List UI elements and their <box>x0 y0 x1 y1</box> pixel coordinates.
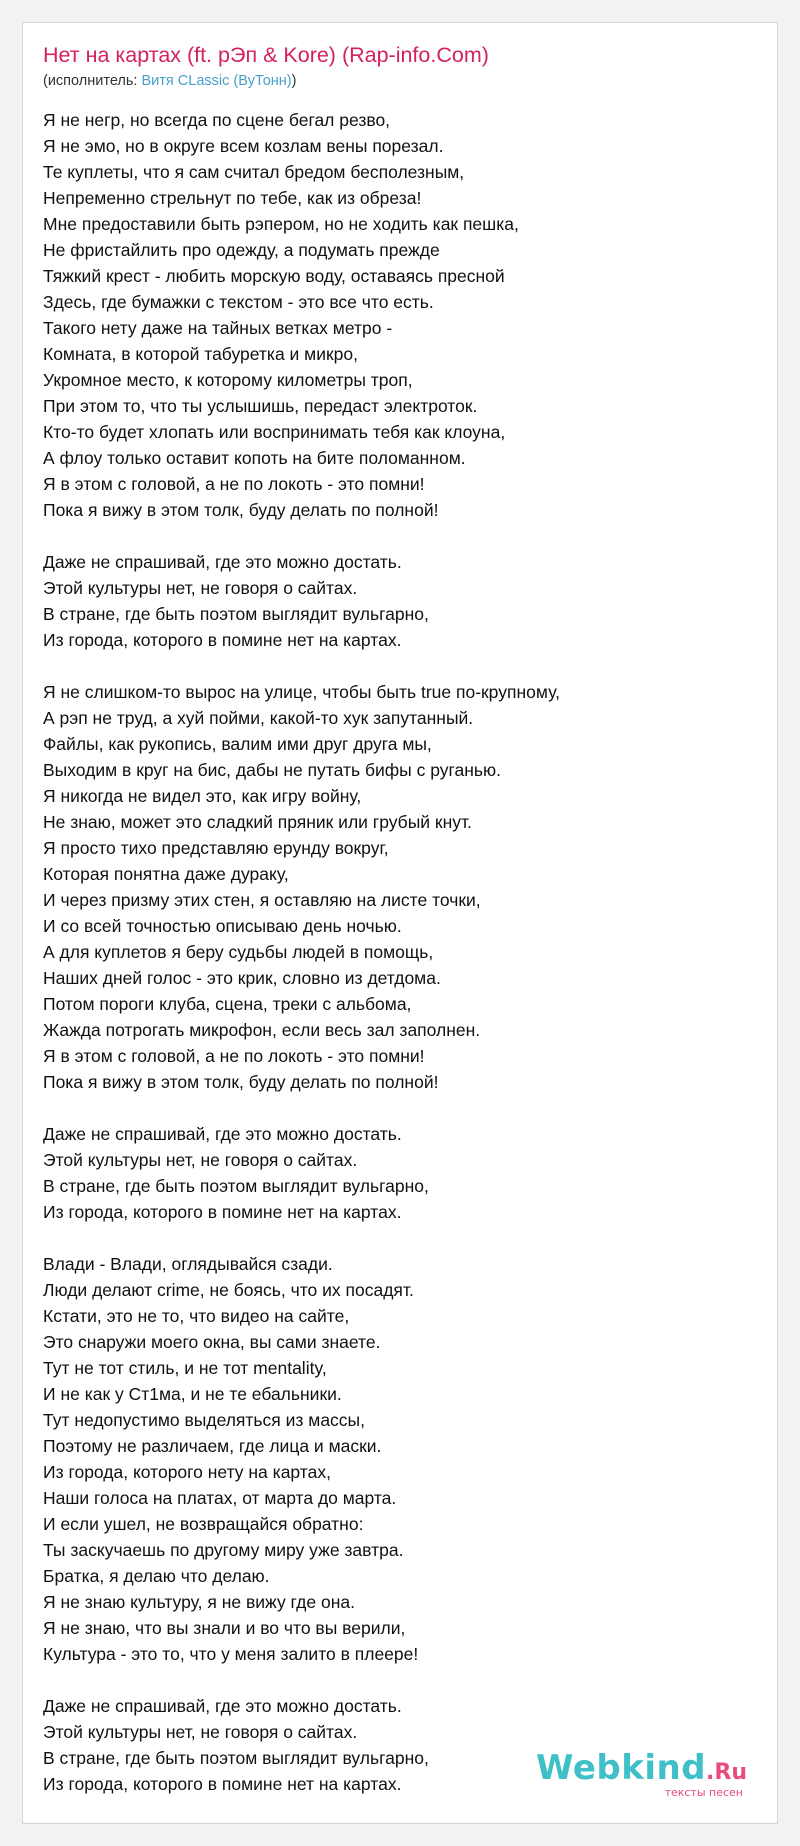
lyrics-line: Ты заскучаешь по другому миру уже завтра. <box>43 1540 404 1560</box>
lyrics-line: Файлы, как рукопись, валим ими друг друга мы, <box>43 734 432 754</box>
lyrics-line: Непременно стрельнут по тебе, как из обреза! <box>43 188 422 208</box>
lyrics-line: Из города, которого нету на картах, <box>43 1462 331 1482</box>
lyrics-line: Здесь, где бумажки с текстом - это все что есть. <box>43 292 434 312</box>
lyrics-line: Наши голоса на платах, от марта до марта. <box>43 1488 397 1508</box>
lyrics-line: При этом то, что ты услышишь, передаст электроток. <box>43 396 478 416</box>
lyrics-line: Даже не спрашивай, где это можно достать. <box>43 552 402 572</box>
lyrics-line: В стране, где быть поэтом выглядит вульгарно, <box>43 604 429 624</box>
lyrics-line: А рэп не труд, а хуй пойми, какой-то хук запутанный. <box>43 708 474 728</box>
webkind-logo[interactable] <box>536 1748 747 1799</box>
lyrics-line: Этой культуры нет, не говоря о сайтах. <box>43 1150 358 1170</box>
lyrics-stanza <box>43 679 763 1095</box>
lyrics-stanza <box>43 107 763 523</box>
lyrics-line: Даже не спрашивай, где это можно достать. <box>43 1124 402 1144</box>
lyrics-line: Этой культуры нет, не говоря о сайтах. <box>43 1722 358 1742</box>
lyrics-line: А для куплетов я беру судьбы людей в помощь, <box>43 942 434 962</box>
lyrics-line: Я не слишком-то вырос на улице, чтобы быть true по-крупному, <box>43 682 560 702</box>
lyrics-stanza <box>43 549 763 653</box>
lyrics-line: И если ушел, не возвращайся обратно: <box>43 1514 364 1534</box>
lyrics-line: Потом пороги клуба, сцена, треки с альбома, <box>43 994 412 1014</box>
lyrics-line: И через призму этих стен, я оставляю на листе точки, <box>43 890 481 910</box>
lyrics-line: Я не эмо, но в округе всем козлам вены порезал. <box>43 136 444 156</box>
lyrics-line: Из города, которого в помине нет на картах. <box>43 630 402 650</box>
lyrics-line: Пока я вижу в этом толк, буду делать по полной! <box>43 1072 439 1092</box>
lyrics-line: Влади - Влади, оглядывайся сзади. <box>43 1254 333 1274</box>
lyrics-line: Я не негр, но всегда по сцене бегал резво, <box>43 110 391 130</box>
lyrics-stanza <box>43 1121 763 1225</box>
logo-subtitle: тексты песен <box>664 1786 743 1799</box>
lyrics-line: Тут не тот стиль, и не тот mentality, <box>43 1358 327 1378</box>
lyrics-line: Такого нету даже на тайных ветках метро - <box>43 318 393 338</box>
lyrics-text <box>43 107 763 1823</box>
lyrics-stanza <box>43 1251 763 1667</box>
lyrics-line: Я не знаю культуру, я не вижу где она. <box>43 1592 355 1612</box>
lyrics-line: Я в этом с головой, а не по локоть - это помни! <box>43 1046 425 1066</box>
lyrics-line: Люди делают crime, не боясь, что их посадят. <box>43 1280 414 1300</box>
lyrics-line: В стране, где быть поэтом выглядит вульгарно, <box>43 1176 429 1196</box>
lyrics-line: Из города, которого в помине нет на картах. <box>43 1202 402 1222</box>
lyrics-line: В стране, где быть поэтом выглядит вульгарно, <box>43 1748 429 1768</box>
artist-line <box>43 73 296 89</box>
lyrics-line: Тут недопустимо выделяться из массы, <box>43 1410 365 1430</box>
lyrics-line: Из города, которого в помине нет на картах. <box>43 1774 402 1794</box>
lyrics-line: Я никогда не видел это, как игру войну, <box>43 786 362 806</box>
lyrics-line: Не знаю, может это сладкий пряник или грубый кнут. <box>43 812 472 832</box>
lyrics-line: Я не знаю, что вы знали и во что вы верили, <box>43 1618 406 1638</box>
lyrics-line: Мне предоставили быть рэпером, но не ходить как пешка, <box>43 214 519 234</box>
lyrics-line: Поэтому не различаем, где лица и маски. <box>43 1436 382 1456</box>
lyrics-line: Тяжкий крест - любить морскую воду, оставаясь пресной <box>43 266 505 286</box>
song-title: Нет на картах (ft. рЭп & Kore) (Rap-info.Com) <box>43 43 489 67</box>
lyrics-line: Этой культуры нет, не говоря о сайтах. <box>43 578 358 598</box>
lyrics-line: Я в этом с головой, а не по локоть - это помни! <box>43 474 425 494</box>
lyrics-line: Культура - это то, что у меня залито в плеере! <box>43 1644 419 1664</box>
artist-suffix: ) <box>291 73 297 89</box>
lyrics-line: Я просто тихо представляю ерунду вокруг, <box>43 838 389 858</box>
artist-prefix: (исполнитель: <box>43 73 142 89</box>
lyrics-line: Выходим в круг на бис, дабы не путать бифы с руганью. <box>43 760 501 780</box>
lyrics-line: Те куплеты, что я сам считал бредом бесполезным, <box>43 162 465 182</box>
lyrics-line: Наших дней голос - это крик, словно из детдома. <box>43 968 441 988</box>
lyrics-line: Не фристайлить про одежду, а подумать прежде <box>43 240 440 260</box>
lyrics-line: Даже не спрашивай, где это можно достать. <box>43 1696 402 1716</box>
lyrics-line: Братка, я делаю что делаю. <box>43 1566 270 1586</box>
lyrics-line: Которая понятна даже дураку, <box>43 864 289 884</box>
lyrics-line: А флоу только оставит копоть на бите поломанном. <box>43 448 466 468</box>
lyrics-line: Пока я вижу в этом толк, буду делать по полной! <box>43 500 439 520</box>
logo-tld: .Ru <box>706 1760 747 1785</box>
lyrics-line: Это снаружи моего окна, вы сами знаете. <box>43 1332 381 1352</box>
lyrics-line: Комната, в которой табуретка и микро, <box>43 344 358 364</box>
lyrics-line: И не как у Ст1ма, и не те ебальники. <box>43 1384 342 1404</box>
logo-wordmark: Webkind <box>536 1748 707 1788</box>
lyrics-card <box>22 22 778 1824</box>
lyrics-line: Кто-то будет хлопать или воспринимать тебя как клоуна, <box>43 422 506 442</box>
lyrics-line: Жажда потрогать микрофон, если весь зал заполнен. <box>43 1020 481 1040</box>
artist-link[interactable]: Витя CLassic (ВуТонн) <box>141 73 292 89</box>
lyrics-line: Укромное место, к которому километры троп, <box>43 370 413 390</box>
lyrics-line: И со всей точностью описываю день ночью. <box>43 916 402 936</box>
lyrics-line: Кстати, это не то, что видео на сайте, <box>43 1306 350 1326</box>
